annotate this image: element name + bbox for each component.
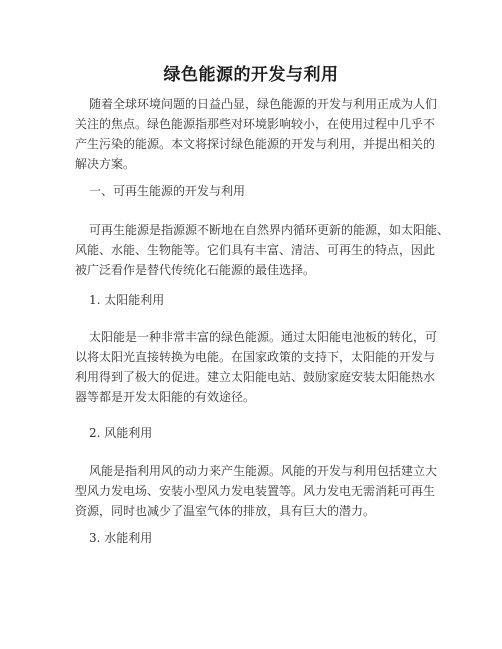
- paragraph-line: 风能、水能、生物能等。它们具有丰富、清洁、可再生的特点，因此: [75, 243, 436, 257]
- section-heading-renewable: 一、可再生能源的开发与利用: [89, 184, 246, 198]
- paragraph-line: 可再生能源是指源源不断地在自然界内循环更新的能源，如太阳能、: [89, 223, 450, 237]
- paragraph-line: 产生污染的能源。本文将探讨绿色能源的开发与利用，并提出相关的: [75, 137, 436, 151]
- paragraph-line: 太阳能是一种非常丰富的绿色能源。通过太阳能电池板的转化，可: [89, 330, 438, 344]
- paragraph-line: 器等都是开发太阳能的有效途径。: [75, 390, 256, 404]
- document-title: 绿色能源的开发与利用: [163, 65, 339, 85]
- paragraph-line: 解决方案。: [75, 157, 136, 171]
- renewable-paragraph: [75, 220, 449, 280]
- paragraph-line: 型风力发电场、安装小型风力发电装置等。风力发电无需消耗可再生: [75, 484, 436, 498]
- intro-paragraph: [75, 94, 437, 174]
- solar-paragraph: [75, 327, 437, 407]
- subheading-wind: 2. 风能利用: [89, 426, 153, 440]
- wind-paragraph: [75, 461, 437, 521]
- subheading-water: 3. 水能利用: [89, 531, 153, 545]
- paragraph-line: 资源，同时也减少了温室气体的排放，具有巨大的潜力。: [75, 504, 376, 518]
- paragraph-line: 风能是指利用风的动力来产生能源。风能的开发与利用包括建立大: [89, 464, 438, 478]
- subheading-solar: 1. 太阳能利用: [89, 293, 165, 307]
- paragraph-line: 以将太阳光直接转换为电能。在国家政策的支持下，太阳能的开发与: [75, 350, 436, 364]
- paragraph-line: 被广泛看作是替代传统化石能源的最佳选择。: [75, 263, 316, 277]
- paragraph-line: 利用得到了极大的促进。建立太阳能电站、鼓励家庭安装太阳能热水: [75, 370, 436, 384]
- paragraph-line: 关注的焦点。绿色能源指那些对环境影响较小，在使用过程中几乎不: [75, 117, 436, 131]
- paragraph-line: 随着全球环境问题的日益凸显，绿色能源的开发与利用正成为人们: [89, 97, 438, 111]
